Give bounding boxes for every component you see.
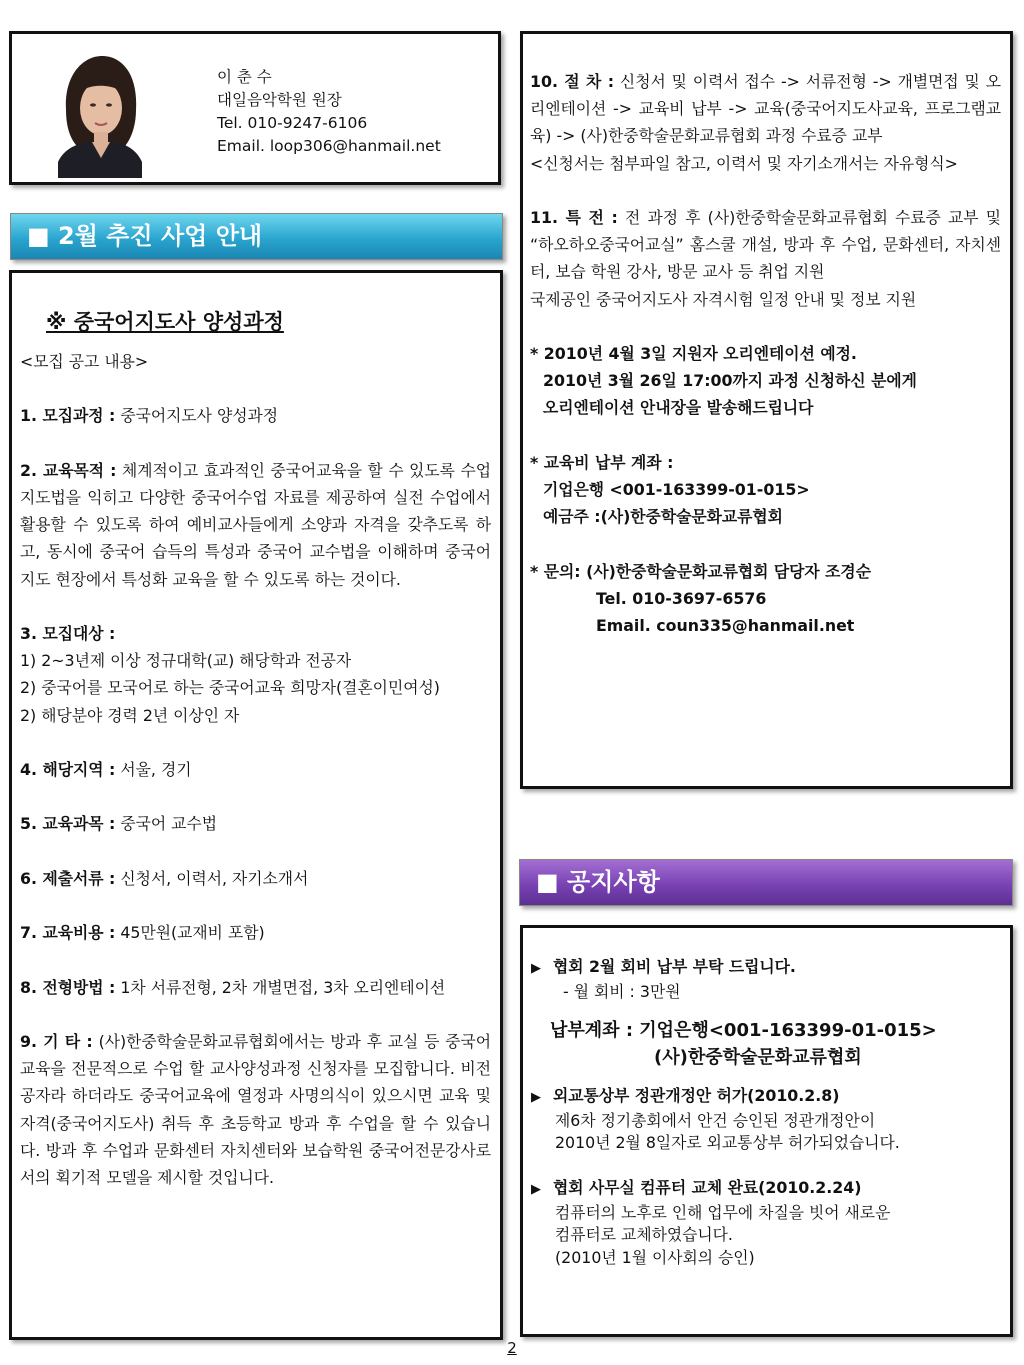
notice-bylaws-line: 2010년 2월 8일자로 외교통상부 허가되었습니다. [555, 1133, 900, 1153]
procedure-body [530, 68, 1001, 639]
program-item-3-line: 1) 2~3년제 이상 정규대학(교) 해당학과 전공자 [20, 651, 352, 671]
notice-computer-line: 컴퓨터의 노후로 인해 업무에 차질을 빗어 새로운 [555, 1202, 891, 1222]
inquiry-tel: Tel. 010-3697-6576 [596, 588, 767, 608]
notice-account-holder: (사)한중학술문화교류협회 [654, 1047, 862, 1069]
notice-item-computer: ▶ 협회 사무실 컴퓨터 교체 완료(2010.2.24) [531, 1177, 1002, 1202]
procedure-item-11-note: 국제공인 중국어지도사 자격시험 일정 안내 및 정보 지원 [530, 289, 917, 309]
program-item-3-line: 2) 해당분야 경력 2년 이상인 자 [20, 705, 240, 725]
profile-name: 이 춘 수 [217, 68, 272, 86]
orientation-line: * 2010년 4월 3일 지원자 오리엔테이션 예정. [530, 344, 857, 363]
program-item-8: 8. 전형방법 : 1차 서류전형, 2차 개별면접, 3차 오리엔테이션 [20, 977, 446, 997]
page-number: 2 [507, 1339, 517, 1357]
tuition-account-line: 기업은행 <001-163399-01-015> [543, 480, 810, 499]
program-item-3: 3. 모집대상 : [20, 623, 116, 643]
notice-computer-line: 컴퓨터로 교체하였습니다. [555, 1225, 733, 1245]
program-item-5: 5. 교육과목 : 중국어 교수법 [20, 814, 217, 834]
notice-dues-sub: - 월 회비 : 3만원 [563, 981, 681, 1001]
notice-box [520, 925, 1013, 1337]
profile-contact [217, 66, 441, 158]
program-item-9: 9. 기 타 : (사)한중학술문화교류협회에서는 방과 후 교실 등 중국어교육을 전문적으로 수업 할 교사양성과정 신청자를 모집합니다. 비전공자라 하더라도 중국어교육에 열정과 사명의식이 있으시면 교육 및 자격(중국어지도사) 취득 후 초등학교 방과 후 수업을 할 수 있습니다. 방과 후 수업과 문화센터 자치센터와 보습학원 중국어전문강사로서의 획기적 모델을 제시할 것입니다. [20, 1031, 492, 1187]
orientation-line: 오리엔테이션 안내장을 발송해드립니다 [543, 398, 814, 418]
notice-item-dues: ▶ 협회 2월 회비 납부 부탁 드립니다. [531, 956, 1002, 981]
program-item-1: 1. 모집과정 : 중국어지도사 양성과정 [20, 406, 279, 426]
orientation-line: 2010년 3월 26일 17:00까지 과정 신청하신 분에게 [543, 371, 917, 391]
inquiry-line: * 문의: (사)한중학술문화교류협회 담당자 조경순 [530, 561, 871, 581]
program-announcement [9, 270, 503, 1340]
program-item-6: 6. 제출서류 : 신청서, 이력서, 자기소개서 [20, 868, 309, 888]
triangle-bullet-icon: ▶ [531, 1181, 541, 1197]
procedure-box [520, 31, 1013, 789]
procedure-item-10-note: <신청서는 첨부파일 참고, 이력서 및 자기소개서는 자유형식> [530, 153, 958, 173]
notice-body [531, 956, 1002, 1269]
notice-bylaws-line: 제6차 정기총회에서 안건 승인된 정관개정안이 [555, 1110, 876, 1130]
feb-business-banner: ■ 2월 추진 사업 안내 [10, 213, 503, 260]
program-item-2: 2. 교육목적 : 체계적이고 효과적인 중국어교육을 할 수 있도록 수업지도법을 익히고 다양한 중국어수업 자료를 제공하여 실전 수업에서 활용할 수 있도록 하여 예비교사들에게 소양과 자격을 갖추도록 하고, 동시에 중국어 습득의 특성과 중국어 교수법을 이해하며 중국어 지도 현장에서 특성화 교육을 할 수 있도록 하는 것이다. [20, 460, 491, 589]
procedure-item-10: 10. 절 차 : 신청서 및 이력서 접수 -> 서류전형 -> 개별면접 및 오리엔테이션 -> 교육비 납부 -> 교육(중국어지도사교육, 프로그램교육) -> (사)한중학술문화교류협회 과정 수료증 교부 [530, 72, 1001, 146]
notice-account: 납부계좌 : 기업은행<001-163399-01-015> [550, 1020, 937, 1042]
program-item-3-line: 2) 중국어를 모국어로 하는 중국어교육 희망자(결혼이민여성) [20, 678, 440, 698]
procedure-item-11: 11. 특 전 : 전 과정 후 (사)한중학술문화교류협회 수료증 교부 및 “하오하오중국어교실” 홈스쿨 개설, 방과 후 수업, 문화센터, 자치센터, 보습 학원 강사, 방문 교사 등 취업 지원 [530, 208, 1001, 282]
profile-card [9, 31, 501, 185]
notice-banner: ■ 공지사항 [519, 859, 1013, 906]
program-intro: <모집 공고 내용> [20, 352, 149, 371]
program-body [20, 348, 491, 1191]
program-heading: ※ 중국어지도사 양성과정 [46, 310, 284, 334]
notice-item-bylaws: ▶ 외교통상부 정관개정안 허가(2010.2.8) [531, 1085, 1002, 1110]
triangle-bullet-icon: ▶ [531, 1090, 541, 1106]
program-item-4: 4. 해당지역 : 서울, 경기 [20, 759, 192, 779]
tuition-account-line: * 교육비 납부 계좌 : [530, 452, 674, 472]
profile-email: Email. loop306@hanmail.net [217, 137, 441, 155]
triangle-bullet-icon: ▶ [531, 961, 541, 976]
profile-role: 대일음악학원 원장 [217, 91, 342, 109]
program-item-7: 7. 교육비용 : 45만원(교재비 포함) [20, 923, 265, 943]
tuition-account-line: 예금주 :(사)한중학술문화교류협회 [543, 507, 783, 527]
inquiry-email: Email. coun335@hanmail.net [596, 616, 855, 635]
notice-computer-line: (2010년 1월 이사회의 승인) [555, 1247, 755, 1267]
profile-tel: Tel. 010-9247-6106 [217, 114, 368, 132]
profile-photo [58, 50, 142, 178]
